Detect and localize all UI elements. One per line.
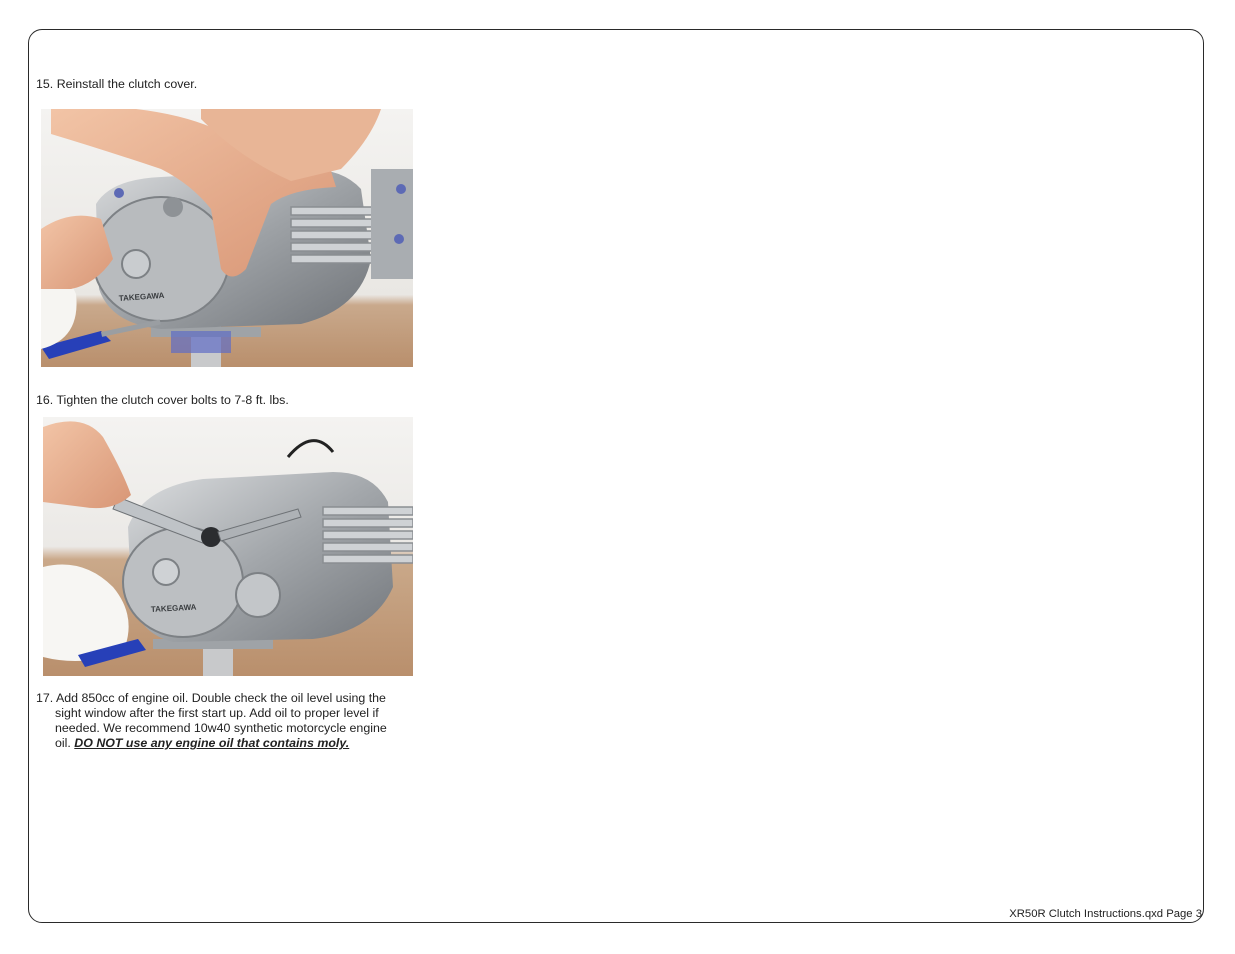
step-17-line-3: needed. We recommend 10w40 synthetic motorcycle engine	[55, 721, 387, 735]
step-16	[36, 393, 289, 408]
photo2-logo-text: TAKEGAWA	[150, 602, 197, 614]
step-17	[36, 691, 416, 751]
step-17-number: 17.	[36, 691, 54, 705]
step-17-line-4: oil.	[55, 736, 75, 750]
step-17-line-1: Add 850cc of engine oil. Double check the oil level using the	[56, 691, 386, 705]
step-17-paragraph	[36, 691, 416, 751]
step-17-line-2: sight window after the first start up. Add oil to proper level if	[55, 706, 379, 720]
step-15-number: 15.	[36, 77, 54, 91]
photo-tighten-clutch-cover-bolts	[43, 417, 413, 676]
footer-page-label: XR50R Clutch Instructions.qxd Page 3	[1009, 908, 1202, 920]
step-16-number: 16.	[36, 393, 54, 407]
step-15-text: Reinstall the clutch cover.	[56, 77, 198, 91]
step-17-warning: DO NOT use any engine oil that contains moly.	[74, 736, 350, 750]
photo-reinstall-clutch-cover	[41, 109, 413, 367]
step-16-text: Tighten the clutch cover bolts to 7-8 ft. lbs.	[56, 393, 289, 407]
photo1-logo-text: TAKEGAWA	[118, 290, 165, 303]
step-15	[36, 77, 197, 92]
